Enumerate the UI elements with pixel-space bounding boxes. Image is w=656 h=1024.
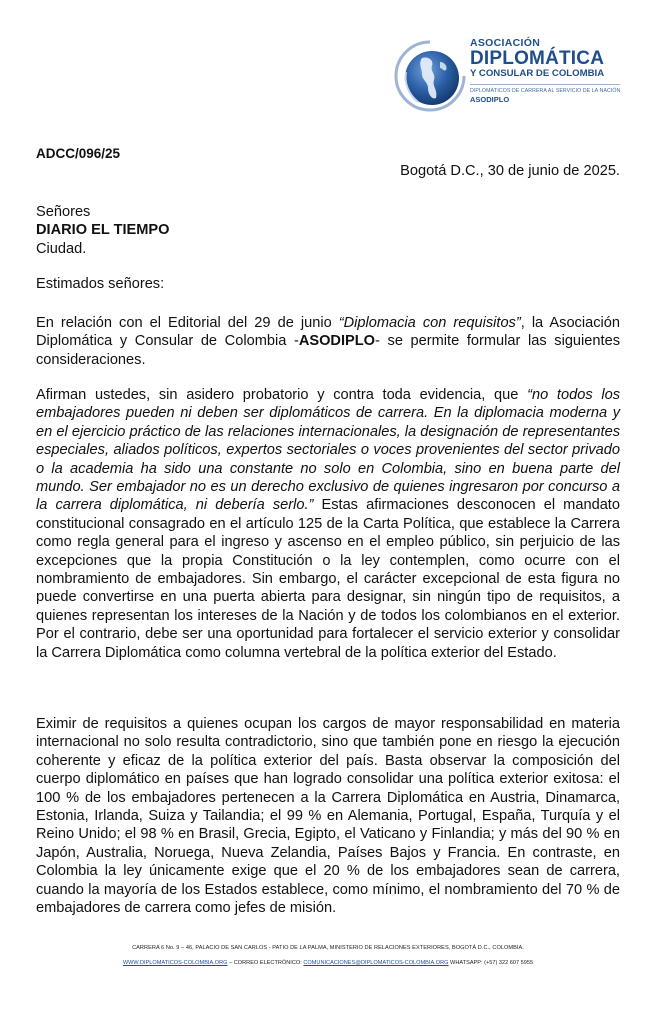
recipient-name: DIARIO EL TIEMPO — [36, 222, 170, 238]
logo-divider — [470, 84, 620, 85]
email-link[interactable]: COMUNICACIONES@DIPLOMATICOS-COLOMBIA.ORG — [303, 960, 449, 966]
paragraph-3: Eximir de requisitos a quienes ocupan los cargos de mayor responsabilidad en materia internacional no solo resulta contradictorio, sino que también pone en riesgo la ejecución coherente y eficaz de la política exterior del país. Basta observar la composición del cuerpo diplomático en países que han logrado consolidar una política exterior exitosa: el 100 % de los embajadores pertenecen a la Carrera Diplomática en Austria, Dinamarca, Estonia, Irlanda, Suiza y Tailandia; el 99 % en Alemania, Portugal, España, Turquía y el Reino Unido; el 98 % en Brasil, Grecia, Egipto, el Vaticano y Finlandia; y más del 90 % en Japón, Australia, Noruega, Nueva Zelandia, Países Bajos y Francia. En contraste, en Colombia la ley únicamente exige que el 20 % de los embajadores sean de carrera, cuando la mayoría de los Estados establece, como mínimo, el nombramiento del 70 % de embajadores de carrera como jefes de misión. — [36, 716, 620, 917]
logo-short-name: ASODIPLO — [470, 95, 510, 104]
reference-number: ADCC/096/25 — [36, 146, 121, 161]
whatsapp-number: WHATSAPP: (+57) 322 607 5955 — [448, 960, 534, 966]
greeting: Estimados señores: — [36, 276, 165, 292]
asodiplo-logo — [392, 38, 622, 118]
footer-contact — [0, 959, 656, 967]
p2-text-b: Estas afirmaciones desconocen el mandato constitucional consagrado en el artículo 125 de la Carta Política, que establece la Carrera como regla general para el ingreso y ascenso en el empleo público, sin perjuicio de las excepciones que la propia Constitución o la ley contemplen, como ocurre con el nombramiento de embajadores. Sin embargo, el carácter excepcional de esta figura no puede convertirse en una puerta abierta para designar, sin ningún tipo de requisitos, a quienes representan los intereses de la Nación y de todos los colombianos en el exterior. Por el contrario, debe ser una oportunidad para fortalecer el servicio exterior y consolidar la Carrera Diplomática como columna vertebral de la política exterior del Estado. — [36, 497, 620, 661]
p1-text-b: , la Asociación Diplomática y Consular de Colombia - — [36, 315, 620, 350]
logo-tagline: DIPLOMÁTICOS DE CARRERA AL SERVICIO DE LA NACIÓN — [470, 88, 621, 94]
p1-text-c: - se permite formular las siguientes consideraciones. — [36, 333, 620, 368]
footer-address: CARRERA 6 No. 9 – 46, PALACIO DE SAN CARLOS - PATIO DE LA PALMA, MINISTERIO DE RELACIONES EXTERIORES, BOGOTÁ D.C., COLOMBIA. — [132, 945, 524, 951]
p2-text-a: Afirman ustedes, sin asidero probatorio y contra toda evidencia, que — [36, 387, 528, 403]
org-acronym: ASODIPLO — [298, 333, 376, 350]
editorial-title: “Diplomacia con requisitos” — [338, 315, 521, 331]
paragraph-1 — [36, 314, 620, 369]
globe-icon — [392, 38, 468, 114]
paragraph-2 — [36, 386, 620, 662]
logo-line-2: DIPLOMÁTICA — [470, 48, 605, 69]
p1-text-a: En relación con el Editorial del 29 de junio — [36, 315, 339, 331]
recipient-city: Ciudad. — [36, 241, 87, 257]
letter-date: Bogotá D.C., 30 de junio de 2025. — [400, 163, 620, 179]
logo-line-1: ASOCIACIÓN — [470, 37, 541, 49]
salutation-to: Señores — [36, 204, 91, 220]
website-link[interactable]: WWW.DIPLOMATICOS-COLOMBIA.ORG — [122, 960, 228, 966]
logo-line-3: Y CONSULAR DE COLOMBIA — [470, 68, 605, 79]
editorial-quote: “no todos los embajadores pueden ni deben ser diplomáticos de carrera. En la diplomacia moderna y en el ejercicio práctico de las relaciones internacionales, la designación de representantes especiales, aliados políticos, expertos sectoriales o voces provenientes del sector privado o la academia ha sido una constante no solo en Colombia, sino en buena parte del mundo. Ser embajador no es un derecho exclusivo de quienes ingresaron por concurso a la carrera diplomática, ni debería serlo.” — [36, 387, 620, 514]
email-label: – CORREO ELECTRÓNICO: — [227, 960, 304, 966]
